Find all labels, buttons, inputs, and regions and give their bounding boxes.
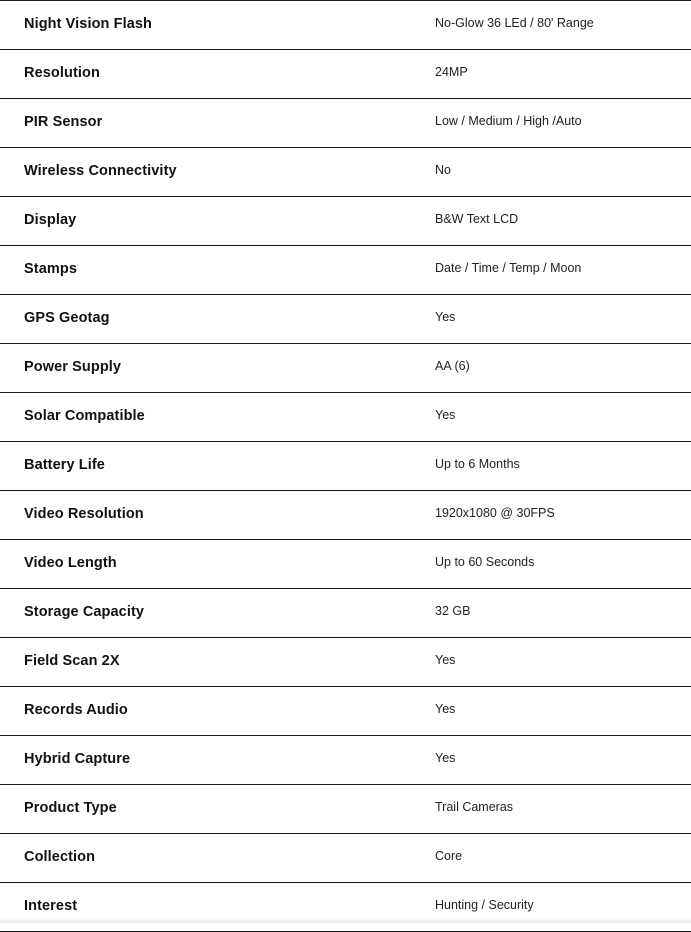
spec-row-night-vision-flash	[0, 1, 691, 50]
spec-value: No	[435, 163, 451, 177]
spec-value: 24MP	[435, 65, 468, 79]
spec-row-pir-sensor	[0, 99, 691, 148]
spec-row-field-scan-2x	[0, 638, 691, 687]
spec-value: Yes	[435, 653, 456, 667]
spec-label: Video Length	[24, 555, 117, 571]
spec-row-hybrid-capture	[0, 736, 691, 785]
spec-label: Solar Compatible	[24, 408, 145, 424]
spec-row-product-type	[0, 785, 691, 834]
spec-label: GPS Geotag	[24, 310, 110, 326]
spec-value: Yes	[435, 408, 456, 422]
spec-label: Video Resolution	[24, 506, 144, 522]
spec-label: Field Scan 2X	[24, 653, 120, 669]
spec-label: PIR Sensor	[24, 114, 103, 130]
spec-row-stamps	[0, 246, 691, 295]
spec-row-storage-capacity	[0, 589, 691, 638]
spec-value: 32 GB	[435, 604, 471, 618]
spec-value: Up to 6 Months	[435, 457, 520, 471]
spec-row-resolution	[0, 50, 691, 99]
spec-row-interest	[0, 883, 691, 932]
spec-label: Night Vision Flash	[24, 16, 153, 32]
spec-label: Product Type	[24, 800, 117, 816]
spec-label: Battery Life	[24, 457, 105, 473]
spec-label: Storage Capacity	[24, 604, 145, 620]
spec-row-display	[0, 197, 691, 246]
spec-value: Trail Cameras	[435, 800, 514, 814]
spec-row-wireless-connectivity	[0, 148, 691, 197]
spec-row-collection	[0, 834, 691, 883]
spec-value: B&W Text LCD	[435, 212, 519, 226]
spec-row-power-supply	[0, 344, 691, 393]
spec-value: Yes	[435, 751, 456, 765]
spec-row-video-length	[0, 540, 691, 589]
spec-value: Date / Time / Temp / Moon	[435, 261, 582, 275]
spec-label: Wireless Connectivity	[24, 163, 177, 179]
spec-value: Core	[435, 849, 463, 863]
bottom-fade	[0, 917, 691, 923]
spec-value: Up to 60 Seconds	[435, 555, 535, 569]
spec-value: Yes	[435, 310, 456, 324]
spec-value: No-Glow 36 LEd / 80' Range	[435, 16, 594, 30]
spec-value: Yes	[435, 702, 456, 716]
spec-label: Collection	[24, 849, 96, 865]
spec-row-gps-geotag	[0, 295, 691, 344]
spec-label: Hybrid Capture	[24, 751, 131, 767]
spec-value: 1920x1080 @ 30FPS	[435, 506, 555, 520]
spec-value: Low / Medium / High /Auto	[435, 114, 582, 128]
spec-row-battery-life	[0, 442, 691, 491]
spec-row-records-audio	[0, 687, 691, 736]
spec-value: Hunting / Security	[435, 898, 534, 912]
spec-label: Interest	[24, 898, 78, 914]
spec-label: Records Audio	[24, 702, 128, 718]
spec-row-video-resolution	[0, 491, 691, 540]
spec-row-solar-compatible	[0, 393, 691, 442]
spec-label: Stamps	[24, 261, 77, 277]
spec-value: AA (6)	[435, 359, 470, 373]
spec-label: Resolution	[24, 65, 100, 81]
spec-label: Power Supply	[24, 359, 122, 375]
spec-label: Display	[24, 212, 77, 228]
